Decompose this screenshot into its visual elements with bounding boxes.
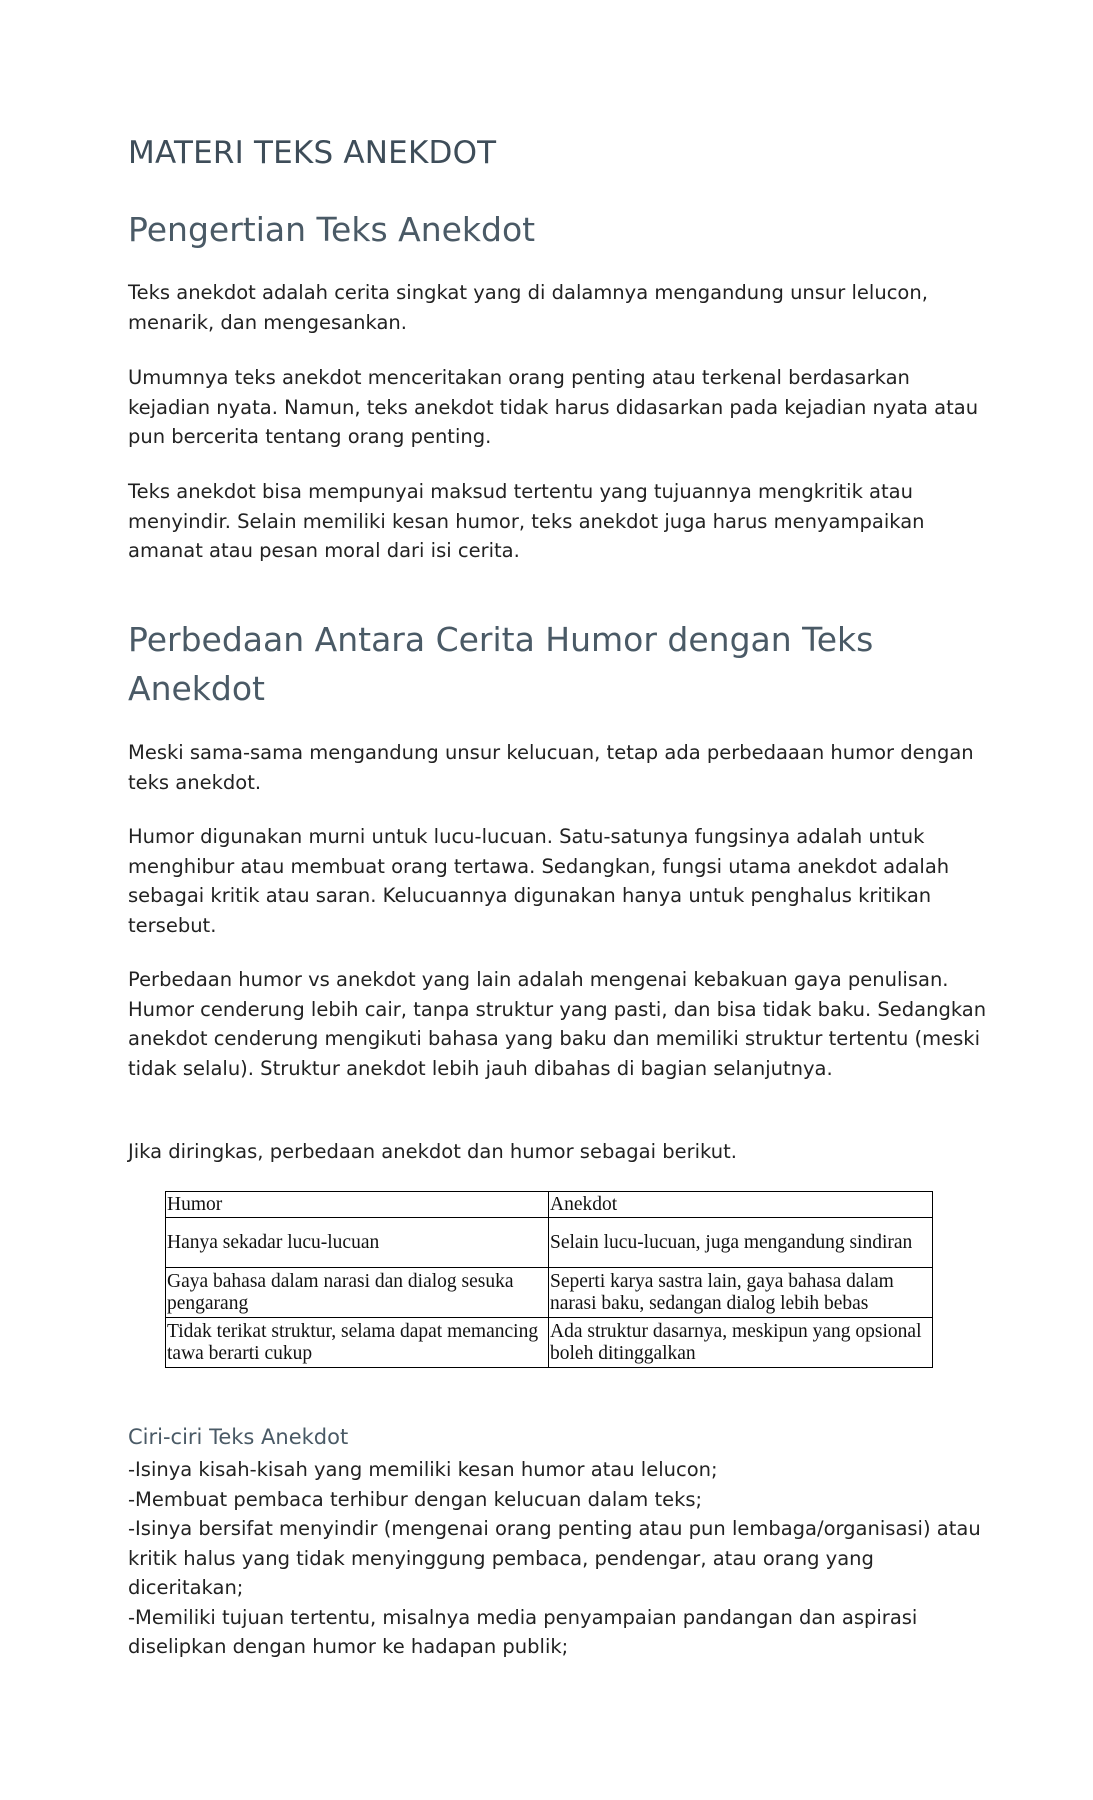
list-item: -Isinya kisah-kisah yang memiliki kesan humor atau lelucon; [128, 1458, 718, 1481]
paragraph: Umumnya teks anekdot menceritakan orang penting atau terkenal berdasarkan kejadian nyata. Namun, teks anekdot tidak harus didasarkan pada kejadian nyata atau pun bercerita tentang orang penting. [128, 366, 979, 448]
table-row [166, 1318, 933, 1368]
paragraph: Teks anekdot adalah cerita singkat yang di dalamnya mengandung unsur lelucon, menarik, dan mengesankan. [128, 281, 928, 334]
table-cell: Seperti karya sastra lain, gaya bahasa dalam narasi baku, sedangan dialog lebih bebas [549, 1268, 933, 1318]
table-header-row [166, 1192, 933, 1218]
table-header-cell: Anekdot [549, 1192, 933, 1218]
table-cell: Gaya bahasa dalam narasi dan dialog sesuka pengarang [166, 1268, 549, 1318]
paragraph: Jika diringkas, perbedaan anekdot dan humor sebagai berikut. [128, 1140, 737, 1163]
table-header-cell: Humor [166, 1192, 549, 1218]
table-cell: Tidak terikat struktur, selama dapat memancing tawa berarti cukup [166, 1318, 549, 1368]
paragraph: Humor digunakan murni untuk lucu-lucuan. Satu-satunya fungsinya adalah untuk menghibur atau membuat orang tertawa. Sedangkan, fungsi utama anekdot adalah sebagai kritik atau saran. Kelucuannya digunakan hanya untuk penghalus kritikan tersebut. [128, 825, 950, 937]
paragraph: Meski sama-sama mengandung unsur kelucuan, tetap ada perbedaaan humor dengan teks anekdot. [128, 741, 974, 794]
list-item: -Membuat pembaca terhibur dengan kelucuan dalam teks; [128, 1487, 703, 1511]
table-cell: Ada struktur dasarnya, meskipun yang opsional boleh ditinggalkan [549, 1318, 933, 1368]
table-cell: Selain lucu-lucuan, juga mengandung sindiran [549, 1218, 933, 1268]
paragraph: Perbedaan humor vs anekdot yang lain adalah mengenai kebakuan gaya penulisan. Humor cenderung lebih cair, tanpa struktur yang pasti, dan bisa tidak baku. Sedangkan anekdot cenderung mengikuti bahasa yang baku dan memiliki struktur tertentu (meski tidak selalu). Struktur anekdot lebih jauh dibahas di bagian selanjutnya. [128, 968, 987, 1080]
paragraph: Teks anekdot bisa mempunyai maksud tertentu yang tujuannya mengkritik atau menyindir. Selain memiliki kesan humor, teks anekdot juga harus menyampaikan amanat atau pesan moral dari isi cerita. [128, 480, 925, 562]
table-cell: Hanya sekadar lucu-lucuan [166, 1218, 549, 1268]
section-heading-ciri: Ciri-ciri Teks Anekdot [128, 1425, 349, 1449]
document-title: MATERI TEKS ANEKDOT [128, 135, 497, 171]
table-row [166, 1268, 933, 1318]
table-row [166, 1218, 933, 1268]
comparison-table [165, 1191, 933, 1368]
section-heading-perbedaan: Perbedaan Antara Cerita Humor dengan Teks Anekdot [128, 620, 874, 708]
list-item: -Memiliki tujuan tertentu, misalnya media penyampaian pandangan dan aspirasi diselipkan dengan humor ke hadapan publik; [128, 1605, 918, 1658]
section-heading-pengertian: Pengertian Teks Anekdot [128, 210, 536, 249]
characteristics-list [128, 1455, 990, 1662]
list-item: -Isinya bersifat menyindir (mengenai orang penting atau pun lembaga/organisasi) atau kritik halus yang tidak menyinggung pembaca, pendengar, atau orang yang diceritakan; [128, 1517, 981, 1599]
